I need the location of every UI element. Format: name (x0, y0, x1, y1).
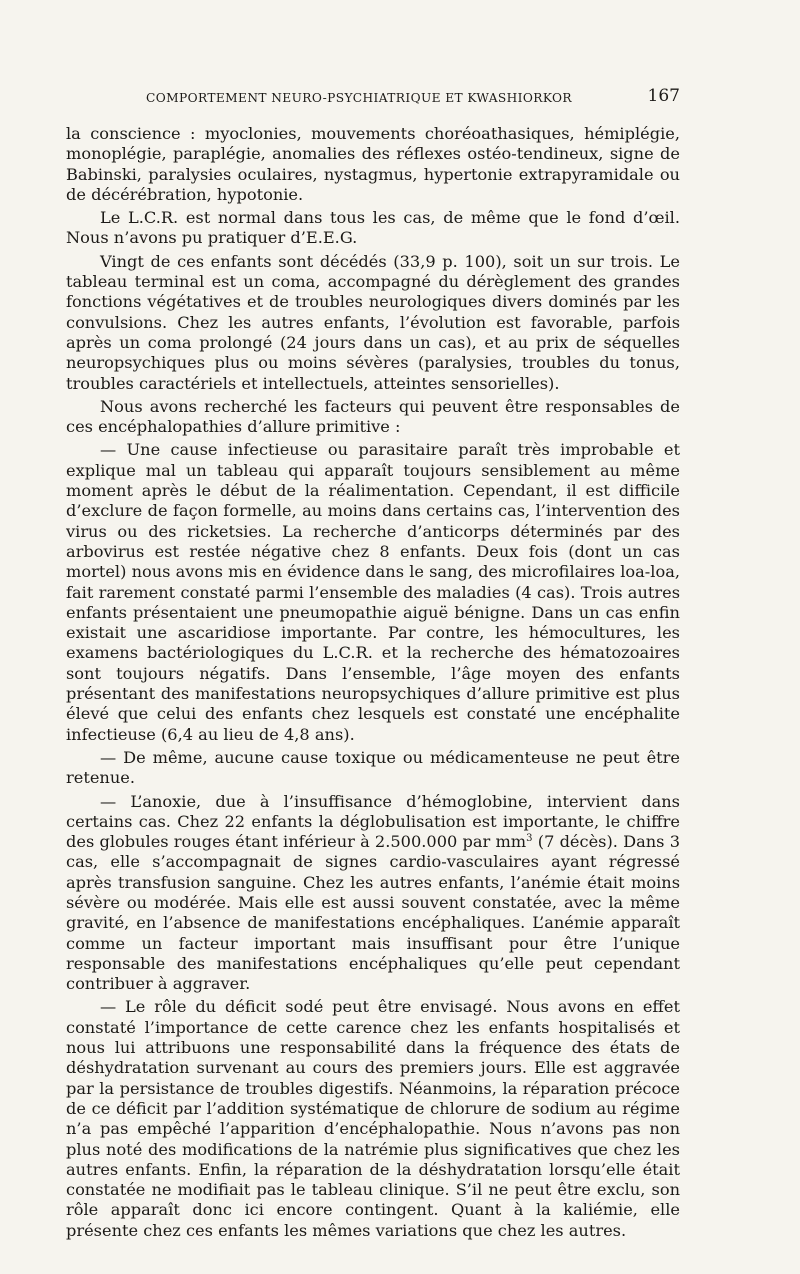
running-title: COMPORTEMENT NEURO-PSYCHIATRIQUE ET KWASHIORKOR (146, 91, 573, 105)
body-text (66, 124, 680, 1244)
paragraph-infectious-cause: — Une cause infectieuse ou parasitaire paraît très improbable et explique mal un tableau qui apparaît toujours sensiblement au même moment après le début de la réalimentation. Cependant, il est difficile d’exclure de façon formelle, au moins dans certains cas, l’intervention des virus ou des ricketsies. La recherche d’anticorps déterminés par des arbovirus est restée négative chez 8 enfants. Deux fois (dont un cas mortel) nous avons mis en évidence dans le sang, des microfilaires loa-loa, fait rarement constaté parmi l’ensemble des maladies (4 cas). Trois autres enfants présentaient une pneumopathie aiguë bénigne. Dans un cas enfin existait une ascaridiose importante. Par contre, les hémocultures, les examens bactériologiques du L.C.R. et la recherche des hématozoaires sont toujours négatifs. Dans l’ensemble, l’âge moyen des enfants présentant des manifestations neuropsychiques d’allure primitive est plus élevé que celui des enfants chez lesquels est constaté une encéphalite infectieuse (6,4 au lieu de 4,8 ans). (66, 440, 680, 744)
paragraph-mortality: Vingt de ces enfants sont décédés (33,9 p. 100), soit un sur trois. Le tableau terminal est un coma, accompagné du dérèglement des grandes fonctions végétatives et de troubles neurologiques divers dominés par les convulsions. Chez les autres enfants, l’évolution est favorable, parfois après un coma prolongé (24 jours dans un cas), et au prix de séquelles neuropsychiques plus ou moins sévères (paralysies, troubles du tonus, troubles caractériels et intellectuels, atteintes sensorielles). (66, 251, 680, 393)
paragraph-sodium-deficit: — Le rôle du déficit sodé peut être envisagé. Nous avons en effet constaté l’importance de cette carence chez les enfants hospitalisés et nous lui attribuons une responsabilité dans la fréquence des états de déshydratation survenant au cours des premiers jours. Elle est aggravée par la persistance de troubles digestifs. Néanmoins, la réparation précoce de ce déficit par l’addition systématique de chlorure de sodium au régime n’a pas empêché l’apparition d’encéphalopathie. Nous n’avons pas non plus noté des modifications de la natrémie plus significatives que chez les autres enfants. Enfin, la réparation de la déshydratation lorsqu’elle était constatée ne modifiait pas le tableau clinique. S’il ne peut être exclu, son rôle apparaît donc ici encore contingent. Quant à la kaliémie, elle présente chez ces enfants les mêmes variations que chez les autres. (66, 997, 680, 1240)
paragraph-factors-intro: Nous avons recherché les facteurs qui peuvent être responsables de ces encéphalopathies d’allure primitive : (66, 396, 680, 437)
paragraph-symptoms-continued: la conscience : myoclonies, mouvements choréoathasiques, hémiplégie, monoplégie, paraplégie, anomalies des réflexes ostéo-tendineux, signe de Babinski, paralysies oculaires, nystagmus, hypertonie extrapyramidale ou de décérébration, hypotonie. (66, 124, 680, 204)
paragraph-anoxia (66, 792, 680, 995)
running-header (66, 86, 680, 109)
anoxia-text-start: — L’anoxie, due à l’insuffisance d’hémoglobine, intervient dans certains cas. Chez 22 enfants la déglobulisation est importante, le chiffre des globules rouges étant inférieur à 2.500.000 par mm (66, 791, 680, 852)
anoxia-text-end: (7 décès). Dans 3 cas, elle s’accompagnait de signes cardio-vasculaires ayant régressé après transfusion sanguine. Chez les autres enfants, l’anémie était moins sévère ou modérée. Mais elle est aussi souvent constatée, avec la même gravité, en l’absence de manifestations encéphaliques. L’anémie apparaît comme un facteur important mais insuffisant pour être l’unique responsable des manifestations encéphaliques qu’elle peut cependant contribuer à aggraver. (66, 832, 680, 994)
paragraph-toxic-cause: — De même, aucune cause toxique ou médicamenteuse ne peut être retenue. (66, 747, 680, 788)
paragraph-lcr: Le L.C.R. est normal dans tous les cas, de même que le fond d’œil. Nous n’avons pu pratiquer d’E.E.G. (66, 208, 680, 248)
superscript-cubed: 3 (526, 833, 533, 845)
page-number: 167 (647, 86, 680, 106)
